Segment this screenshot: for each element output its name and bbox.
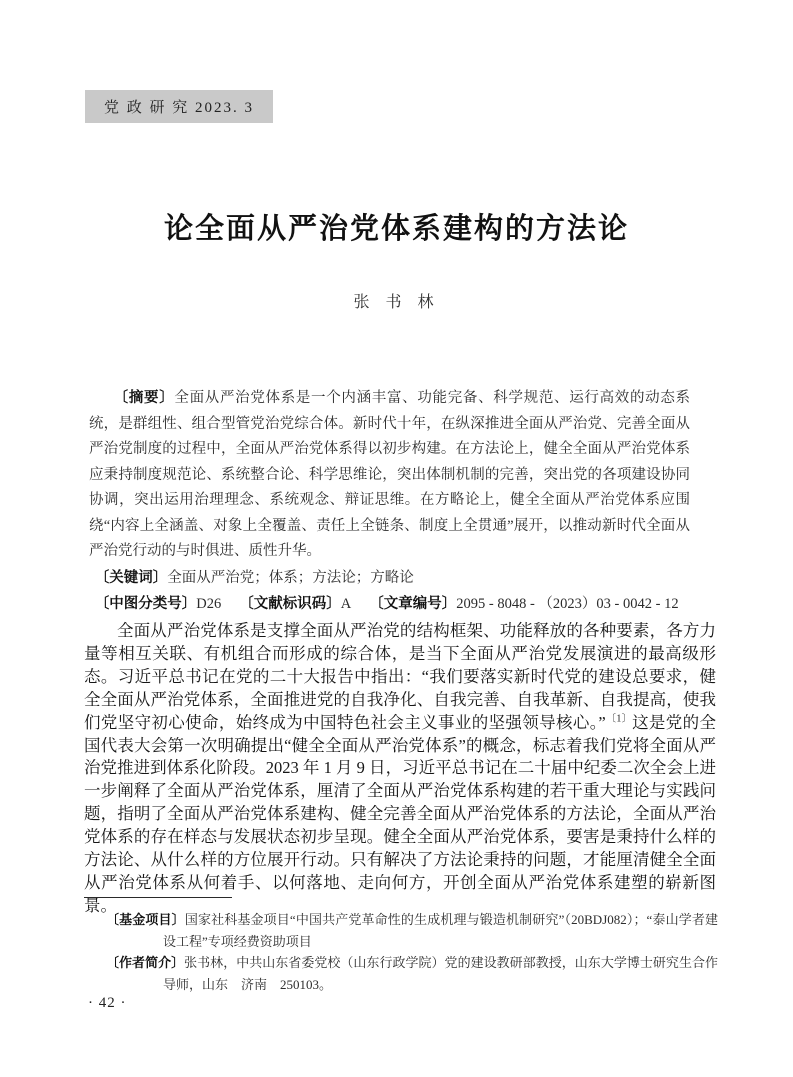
keywords-text: 全面从严治党；体系；方法论；方略论 <box>167 569 414 586</box>
author-bio-footnote <box>106 952 718 995</box>
keywords-line <box>89 566 690 592</box>
fund-footnote <box>106 909 718 952</box>
fund-text: 国家社科基金项目“中国共产党革命性的生成机理与锻造机制研究”（20BDJ082）；“泰山学者建设工程”专项经费资助项目 <box>163 912 718 949</box>
body-text-before-ref: 全面从严治党体系是支撑全面从严治党的结构框架、功能释放的各种要素，各方力量等相互关联、有机组合而形成的综合体，是当下全面从严治党发展演进的最高级形态。习近平总书记在党的二十大报告中指出：“我们要落实新时代党的建设总要求，健全全面从严治党体系，全面推进党的自我净化、自我完善、自我革新、自我提高，使我们党坚守初心使命，始终成为中国特色社会主义事业的坚强领导核心。” <box>84 621 716 732</box>
abstract-paragraph <box>89 386 690 565</box>
article-meta-block <box>89 386 690 618</box>
citation-ref-1: 〔1〕 <box>605 713 633 725</box>
keywords-label: 〔关键词〕 <box>94 569 168 586</box>
journal-header-text: 党 政 研 究 2023. 3 <box>103 100 254 116</box>
article-author: 张 书 林 <box>353 294 440 311</box>
article-body <box>84 620 716 918</box>
doc-code-label: 〔文献标识码〕 <box>239 596 341 612</box>
author-bio-text: 张书林，中共山东省委党校（山东行政学院）党的建设教研部教授，山东大学博士研究生合作导师，山东 济南 250103。 <box>163 955 718 992</box>
fund-label: 〔基金项目〕 <box>106 912 185 927</box>
classification-line <box>89 592 690 618</box>
doc-code-value: A <box>340 596 352 612</box>
body-text-after-ref: 这是党的全国代表大会第一次明确提出“健全全面从严治党体系”的概念，标志着我们党将全面从严治党推进到体系化阶段。2023 年 1 月 9 日，习近平总书记在二十届中纪委二次全会上进一步阐释了全面从严治党体系，厘清了全面从严治党体系构建的若干重大理论与实践问题，指明了全面从严治党体系建构、健全完善全面从严治党体系的方法论，全面从严治党体系的存在样态与发展状态初步呈现。健全全面从严治党体系，要害是秉持什么样的方法论、从什么样的方位展开行动。只有解决了方法论秉持的问题，才能厘清健全全面从严治党体系从何着手、以何落地、走向何方，开创全面从严治党体系建塑的崭新图景。 <box>84 712 717 915</box>
article-no-value: 2095 - 8048 - （2023）03 - 0042 - 12 <box>456 596 679 612</box>
article-no-label: 〔文章编号〕 <box>369 596 457 612</box>
journal-header-box <box>85 90 273 123</box>
page-number: · 42 · <box>88 995 127 1011</box>
abstract-text: 全面从严治党体系是一个内涵丰富、功能完备、科学规范、运行高效的动态系统，是群组性、组合型管党治党综合体。新时代十年，在纵深推进全面从严治党、完善全面从严治党制度的过程中，全面从严治党体系得以初步构建。在方法论上，健全全面从严治党体系应秉持制度规范论、系统整合论、科学思维论，突出体制机制的完善，突出党的各项建设协同协调，突出运用治理理念、系统观念、辩证思维。在方略论上，健全全面从严治党体系应围绕“内容上全涵盖、对象上全覆盖、责任上全链条、制度上全贯通”展开，以推动新时代全面从严治党行动的与时俱进、质性升华。 <box>89 390 691 559</box>
article-title: 论全面从严治党体系建构的方法论 <box>163 213 629 245</box>
footnote-divider <box>84 897 232 898</box>
abstract-label: 〔摘要〕 <box>113 390 175 406</box>
author-bio-label: 〔作者简介〕 <box>106 955 185 970</box>
body-paragraph <box>84 620 716 918</box>
clc-value: D26 <box>196 596 222 612</box>
clc-label: 〔中图分类号〕 <box>94 596 197 612</box>
footnotes-block <box>106 909 718 995</box>
